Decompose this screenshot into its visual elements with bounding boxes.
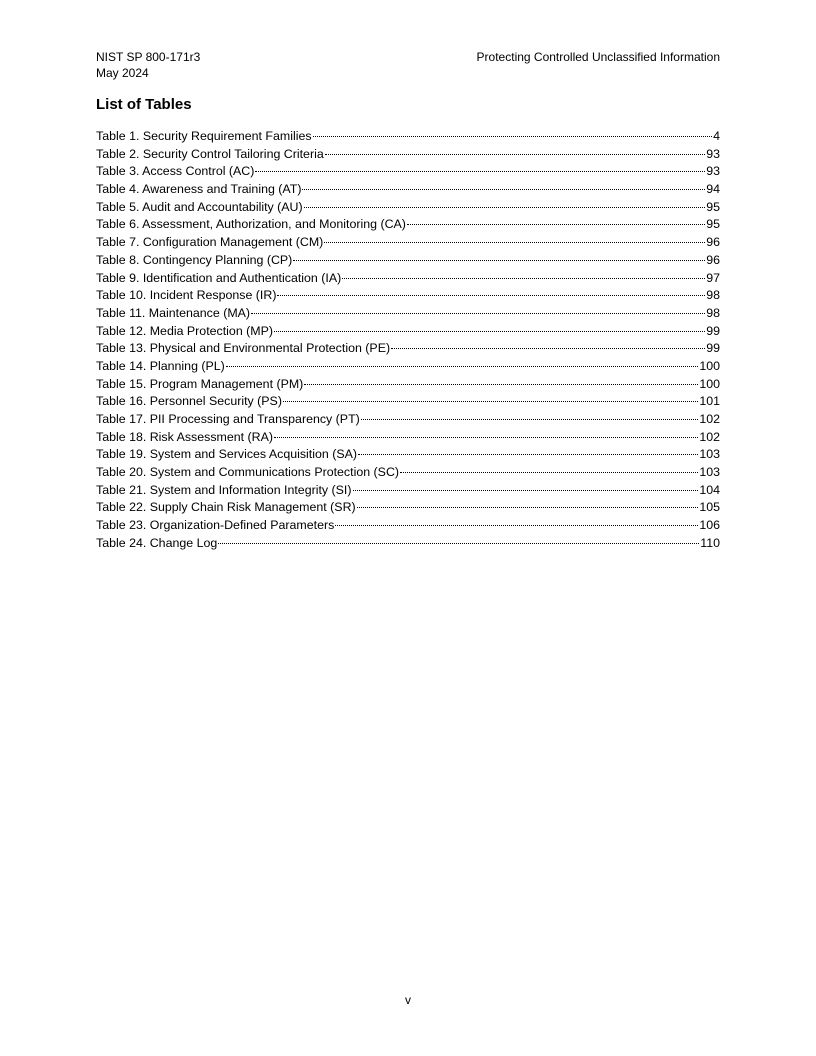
toc-dot-leader [361, 418, 699, 420]
toc-dot-leader [283, 400, 698, 402]
toc-entry[interactable] [96, 323, 720, 341]
toc-entry-label[interactable]: Table 15. Program Management (PM) [96, 376, 304, 391]
toc-entry-page[interactable]: 103 [699, 447, 720, 462]
toc-entry-page[interactable]: 99 [706, 323, 720, 338]
toc-entry-page[interactable]: 100 [699, 376, 720, 391]
toc-entry-label[interactable]: Table 23. Organization-Defined Parameters [96, 518, 335, 533]
toc-entry-page[interactable]: 106 [699, 518, 720, 533]
toc-entry[interactable] [96, 128, 720, 146]
toc-entry-page[interactable]: 104 [699, 482, 720, 497]
toc-dot-leader [400, 471, 698, 473]
toc-entry-label[interactable]: Table 7. Configuration Management (CM) [96, 235, 324, 250]
toc-entry-label[interactable]: Table 22. Supply Chain Risk Management (SR) [96, 500, 356, 515]
toc-dot-leader [353, 489, 699, 491]
toc-entry[interactable] [96, 163, 720, 181]
list-of-tables-heading: List of Tables [96, 96, 192, 113]
toc-dot-leader [335, 524, 698, 526]
toc-entry[interactable] [96, 146, 720, 164]
page-header [96, 49, 720, 81]
toc-entry-page[interactable]: 102 [699, 412, 720, 426]
toc-entry-page[interactable]: 97 [706, 270, 720, 285]
toc-entry-label[interactable]: Table 3. Access Control (AC) [96, 164, 255, 179]
toc-dot-leader [226, 365, 699, 367]
toc-entry-label[interactable]: Table 2. Security Control Tailoring Criteria [96, 146, 324, 161]
toc-entry[interactable] [96, 499, 720, 517]
toc-entry-page[interactable]: 96 [706, 252, 720, 267]
toc-entry-page[interactable]: 100 [699, 358, 720, 373]
toc-entry-label[interactable]: Table 6. Assessment, Authorization, and Monitoring (CA) [96, 217, 406, 232]
toc-entry[interactable] [96, 535, 720, 553]
toc-dot-leader [357, 506, 699, 508]
toc-entry-label[interactable]: Table 19. System and Services Acquisition (SA) [96, 447, 358, 462]
toc-entry[interactable] [96, 270, 720, 288]
toc-entry[interactable] [96, 429, 720, 447]
toc-entry[interactable] [96, 411, 720, 429]
toc-entry-page[interactable]: 95 [706, 217, 720, 232]
toc-entry[interactable] [96, 358, 720, 376]
toc-entry-label[interactable]: Table 16. Personnel Security (PS) [96, 394, 282, 409]
toc-entry[interactable] [96, 482, 720, 500]
toc-entry[interactable] [96, 464, 720, 482]
toc-dot-leader [304, 383, 698, 385]
toc-entry[interactable] [96, 199, 720, 217]
header-row [96, 49, 720, 65]
toc-entry-page[interactable]: 93 [706, 146, 720, 161]
toc-entry-page[interactable]: 105 [699, 500, 720, 515]
toc-entry-label[interactable]: Table 5. Audit and Accountability (AU) [96, 199, 303, 214]
toc-entry-label[interactable]: Table 17. PII Processing and Transparency (PT) [96, 412, 360, 426]
toc-entry-label[interactable]: Table 21. System and Information Integrity (SI) [96, 482, 352, 497]
toc-entry[interactable] [96, 252, 720, 270]
toc-entry[interactable] [96, 446, 720, 464]
toc-entry-label[interactable]: Table 11. Maintenance (MA) [96, 305, 251, 320]
toc-entry-page[interactable]: 98 [706, 288, 720, 303]
toc-entry-label[interactable]: Table 20. System and Communications Protection (SC) [96, 465, 400, 480]
toc-entry-page[interactable]: 96 [706, 235, 720, 250]
toc-dot-leader [391, 347, 705, 349]
toc-dot-leader [251, 312, 705, 314]
toc-entry-label[interactable]: Table 24. Change Log [96, 535, 218, 550]
toc-dot-leader [324, 241, 705, 243]
toc-entry-label[interactable]: Table 9. Identification and Authentication (IA) [96, 270, 342, 285]
list-of-tables [96, 128, 720, 553]
toc-entry-page[interactable]: 93 [706, 164, 720, 179]
toc-entry-page[interactable]: 4 [713, 129, 720, 143]
toc-entry[interactable] [96, 376, 720, 394]
toc-entry-page[interactable]: 103 [699, 465, 720, 480]
toc-entry-label[interactable]: Table 12. Media Protection (MP) [96, 323, 273, 338]
toc-entry-page[interactable]: 101 [699, 394, 720, 409]
toc-entry-label[interactable]: Table 14. Planning (PL) [96, 358, 225, 373]
toc-dot-leader [218, 542, 699, 544]
toc-entry-label[interactable]: Table 18. Risk Assessment (RA) [96, 429, 273, 444]
toc-dot-leader [277, 294, 705, 296]
toc-entry-label[interactable]: Table 4. Awareness and Training (AT) [96, 182, 302, 197]
toc-dot-leader [325, 153, 705, 155]
toc-dot-leader [313, 135, 713, 137]
toc-entry-label[interactable]: Table 10. Incident Response (IR) [96, 288, 277, 303]
toc-entry-page[interactable]: 95 [706, 199, 720, 214]
document-id: NIST SP 800-171r3 [96, 50, 201, 64]
toc-dot-leader [304, 206, 706, 208]
toc-entry[interactable] [96, 234, 720, 252]
toc-dot-leader [302, 188, 705, 190]
toc-entry-label[interactable]: Table 1. Security Requirement Families [96, 129, 312, 143]
toc-dot-leader [293, 259, 705, 261]
toc-dot-leader [358, 453, 698, 455]
toc-entry[interactable] [96, 517, 720, 535]
toc-entry-page[interactable]: 98 [706, 305, 720, 320]
toc-entry[interactable] [96, 305, 720, 323]
document-title: Protecting Controlled Unclassified Information [476, 50, 720, 64]
toc-entry-page[interactable]: 99 [706, 341, 720, 356]
toc-entry-page[interactable]: 102 [699, 429, 720, 444]
toc-entry[interactable] [96, 181, 720, 199]
toc-dot-leader [274, 436, 698, 438]
toc-entry[interactable] [96, 216, 720, 234]
page-number: v [405, 993, 411, 1007]
toc-dot-leader [274, 330, 705, 332]
toc-entry[interactable] [96, 340, 720, 358]
toc-entry[interactable] [96, 287, 720, 305]
toc-entry-page[interactable]: 94 [706, 182, 720, 197]
toc-entry-label[interactable]: Table 13. Physical and Environmental Protection (PE) [96, 341, 391, 356]
toc-dot-leader [255, 170, 705, 172]
toc-dot-leader [407, 223, 705, 225]
document-date: May 2024 [96, 66, 149, 80]
toc-entry[interactable] [96, 393, 720, 411]
toc-entry-label[interactable]: Table 8. Contingency Planning (CP) [96, 252, 293, 267]
toc-dot-leader [342, 277, 705, 279]
toc-entry-page[interactable]: 110 [700, 535, 720, 550]
